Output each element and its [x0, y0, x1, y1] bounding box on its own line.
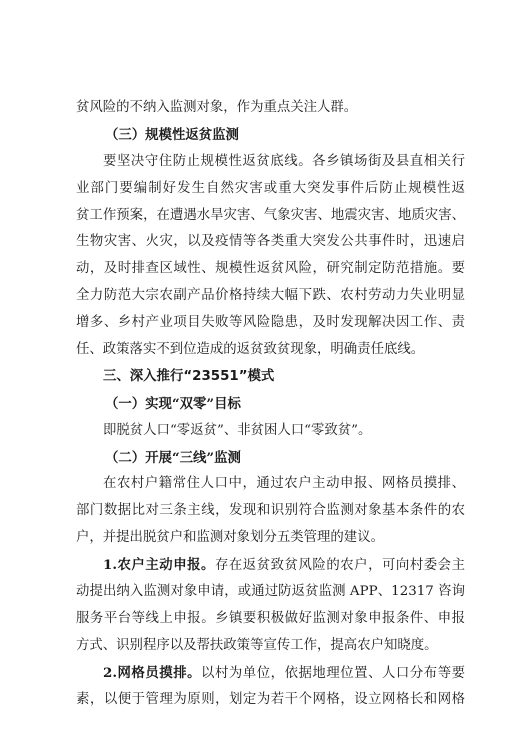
- paragraph-line: 要坚决守住防止规模性返贫底线。各乡镇场街及县直相关行: [103, 153, 465, 169]
- paragraph-line: 生物灾害、火灾，以及疫情等各类重大突发公共事件时，迅速启: [76, 234, 465, 250]
- section-heading: （二）开展“三线”监测: [105, 449, 241, 466]
- paragraph-line: 素，以便于管理为原则，划定为若干个网格，设立网格长和网格: [76, 691, 465, 707]
- paragraph-line: 在农村户籍常住人口中，通过农户主动申报、网格员摸排、: [103, 476, 465, 492]
- paragraph-line: 动提出纳入监测对象申请，或通过防返贫监测 APP、12317 咨询: [76, 584, 465, 600]
- item-lead-1: 1.农户主动申报。: [103, 557, 215, 574]
- paragraph-line: 方式、识别程序以及帮扶政策等宣传工作，提高农户知晓度。: [76, 637, 438, 653]
- paragraph-line: 贫工作预案，在遭遇水旱灾害、气象灾害、地震灾害、地质灾害、: [76, 207, 465, 223]
- paragraph-line: 即脱贫人口“零返贫”、非贫困人口“零致贫”。: [103, 422, 372, 438]
- paragraph-line: [76, 660, 465, 687]
- item-text: 以村为单位，依据地理位置、人口分布等要: [201, 665, 465, 681]
- paragraph-line: 服务平台等线上申报。乡镇要积极做好监测对象申报条件、申报: [76, 610, 465, 626]
- paragraph-line: 任、政策落实不到位造成的返贫致贫现象，明确责任底线。: [76, 342, 425, 358]
- paragraph-line: 户，并提出脱贫户和监测对象划分五类管理的建议。: [76, 530, 384, 546]
- item-lead-2: 2.网格员摸排。: [103, 664, 202, 681]
- paragraph-line: [76, 552, 465, 579]
- paragraph-line: 全力防范大宗农副产品价格持续大幅下跌、农村劳动力失业明显: [76, 288, 465, 304]
- paragraph-line: 增多、乡村产业项目失败等风险隐患，及时发现解决因工作、责: [76, 315, 465, 331]
- paragraph-line: 业部门要编制好发生自然灾害或重大突发事件后防止规模性返: [76, 180, 465, 196]
- paragraph-line: 动，及时排查区域性、规模性返贫风险，研究制定防范措施。要: [76, 261, 465, 277]
- chapter-heading: 三、深入推行“23551”模式: [103, 368, 275, 384]
- item-text: 存在返贫致贫风险的农户，可向村委会主: [214, 558, 465, 574]
- paragraph-line: 部门数据比对三条主线，发现和识别符合监测对象基本条件的农: [76, 503, 465, 519]
- section-heading: （三）规模性返贫监测: [105, 126, 239, 143]
- text-line: 贫风险的不纳入监测对象，作为重点关注人群。: [76, 100, 358, 115]
- section-heading: （一）实现“双零”目标: [105, 395, 241, 412]
